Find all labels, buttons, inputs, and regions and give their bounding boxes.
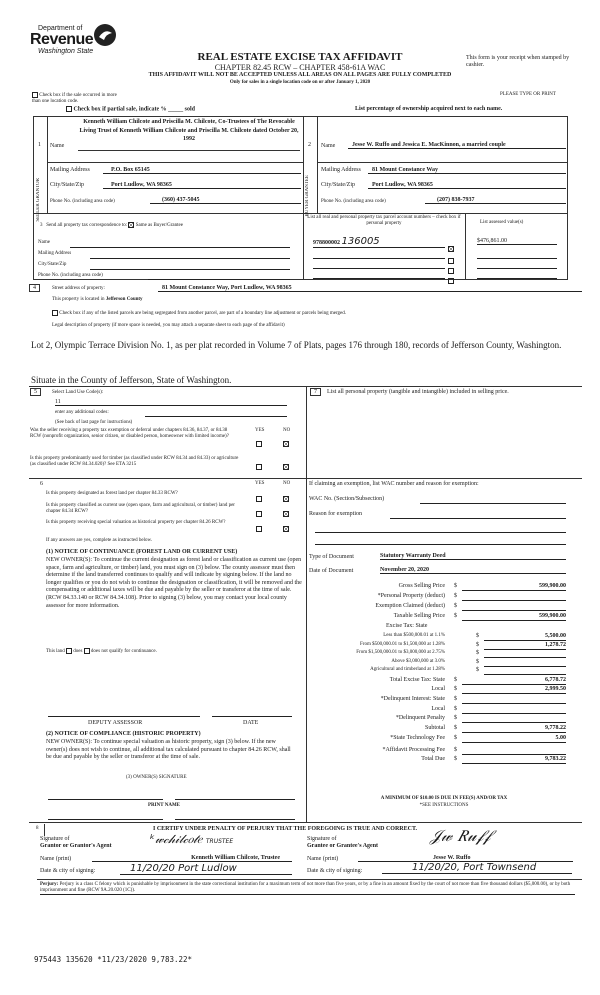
tax-row-label: Gross Selling Price	[398, 583, 445, 589]
correspondence-address-field[interactable]	[90, 258, 290, 259]
receipt-note: This form is your receipt when stamped by cashier.	[466, 55, 570, 69]
forest-yes-checkbox[interactable]	[256, 496, 262, 502]
tax-row-value[interactable]: 9,783.22	[462, 756, 566, 764]
same-as-buyer-checkbox[interactable]	[128, 222, 134, 228]
tax-row-value[interactable]: 599,900.00	[462, 613, 566, 621]
document-type[interactable]: Statutory Warranty Deed	[380, 553, 566, 560]
form-subtitle: CHAPTER 82.45 RCW – CHAPTER 458-61A WAC	[214, 63, 386, 72]
buyer-phone[interactable]: (207) 838-7937	[425, 197, 566, 204]
seller-phone[interactable]: (360) 437-5045	[150, 197, 301, 204]
q1-yes-checkbox[interactable]	[256, 441, 262, 447]
grantor-print-name[interactable]: Kenneth William Chilcote, Trustee	[92, 855, 292, 862]
assessor-date-field[interactable]	[212, 716, 292, 717]
tax-row-value[interactable]: 1,278.72	[484, 642, 566, 650]
ownership-note: List percentage of ownership acquired next to each name.	[355, 106, 503, 112]
tax-row-label: *Delinquent Penalty	[395, 715, 445, 722]
tax-row-value[interactable]	[484, 650, 566, 658]
tax-row-value[interactable]	[484, 659, 566, 667]
tax-row-value[interactable]	[462, 593, 566, 601]
buyer-city[interactable]: Port Ludlow, WA 98365	[368, 182, 566, 189]
current-use-yes-checkbox[interactable]	[256, 511, 262, 517]
current-use-no-checkbox[interactable]	[283, 511, 289, 517]
tax-row-label: Taxable Selling Price	[393, 613, 445, 619]
segregated-checkbox[interactable]: Check box if any of the listed parcels are being segregated from another parcel, are part of a boundary line adjustment or parcels being merged.	[52, 310, 346, 316]
tax-row-label: *Affidavit Processing Fee	[382, 746, 445, 753]
document-date[interactable]: November 20, 2020	[380, 567, 566, 574]
buyer-side-label: BUYER GRANTEE	[305, 175, 310, 217]
grantee-print-name[interactable]: Jesse W. Ruffo	[358, 855, 573, 862]
grantor-signature[interactable]: ᵏ𝓌𝒸𝒽𝒾𝓁𝒸𝑜𝓉𝑒 TRUSTEE	[150, 832, 234, 846]
tax-row-value[interactable]	[484, 667, 566, 675]
correspondence-phone-field[interactable]	[148, 279, 290, 280]
tax-row-label: *State Technology Fee	[390, 734, 445, 741]
legal-description: Lot 2, Olympic Terrace Division No. 1, as per plat recorded in Volume 7 of Plats, pages 176 through 180, records of Jefferson County, Washington.	[31, 340, 562, 350]
tax-row-label: Total Excise Tax: State	[389, 676, 445, 683]
parcel-number[interactable]: 978800002 136005	[313, 236, 445, 248]
tax-row-label: From $1,500,000.01 to $3,000,000 at 2.75%	[356, 650, 445, 655]
tax-row-label: Local	[431, 686, 445, 693]
tax-row-label: Agricultural and timberland at 1.28%	[370, 667, 445, 672]
tax-row-value[interactable]	[462, 747, 566, 755]
q1-no-checkbox[interactable]	[283, 441, 289, 447]
correspondence-name-field[interactable]	[70, 247, 290, 248]
tax-row-value[interactable]: 9,778.22	[462, 725, 566, 733]
seller-side-label: SELLER GRANTOR	[36, 178, 41, 222]
perjury-notice: Perjury: Perjury is a class C felony which is punishable by imprisonment in the state correctional institution for a maximum term of not more than five years, or by a fine in an amount fixed by the court of not more than five thousand dollars ($5,000.00), or by both imprisonment and fine (RCW 9A.20.020 (1C)).	[40, 882, 575, 895]
tax-row-label: Subtotal	[424, 725, 445, 731]
tax-row-value[interactable]	[462, 603, 566, 611]
forest-no-checkbox[interactable]	[283, 496, 289, 502]
form-title: REAL ESTATE EXCISE TAX AFFIDAVIT	[197, 51, 403, 63]
wac-number-field[interactable]	[420, 503, 566, 504]
tax-row-value[interactable]	[462, 715, 566, 723]
deputy-assessor-signature[interactable]	[48, 716, 200, 717]
historic-yes-checkbox[interactable]	[256, 526, 262, 532]
tax-row-label: *Personal Property (deduct)	[377, 593, 445, 599]
not-qualifies-checkbox[interactable]	[84, 648, 90, 654]
partial-sale-checkbox[interactable]: Check box if partial sale, indicate % _____ sold	[66, 106, 195, 112]
tax-row-value[interactable]: 599,900.00	[462, 583, 566, 591]
minimum-note: A MINIMUM OF $10.00 IS DUE IN FEE(S) AND/OR TAX	[380, 796, 508, 801]
form-warning: THIS AFFIDAVIT WILL NOT BE ACCEPTED UNLESS ALL AREAS ON ALL PAGES ARE FULLY COMPLETED	[148, 72, 452, 78]
tax-row-value[interactable]	[462, 706, 566, 714]
correspondence-city-field[interactable]	[90, 269, 290, 270]
qualifies-checkbox[interactable]	[66, 648, 72, 654]
buyer-address[interactable]: 81 Mount Constance Way	[368, 167, 566, 174]
grantor-date-city[interactable]: 11/20/20 Port Ludlow	[120, 863, 292, 875]
tax-row-label: Above $3,000,000 at 3.0%	[391, 658, 445, 664]
multi-location-checkbox[interactable]: Check box if the sale occurred in more than one location code.	[32, 93, 117, 105]
tax-row-label: Total Due	[421, 756, 445, 763]
owner-signature-field[interactable]	[48, 799, 163, 800]
tax-row-value[interactable]: 5.00	[462, 735, 566, 743]
dor-emblem-icon	[92, 22, 118, 48]
tax-row-value[interactable]: 2,999.50	[462, 686, 566, 694]
cashier-stamp: 975443 135620 *11/23/2020 9,783.22*	[34, 955, 193, 964]
dor-logo: Department of Revenue Washington State	[30, 22, 120, 58]
seller-address[interactable]: P.O. Box 65145	[103, 167, 301, 174]
situate-text: Situate in the County of Jefferson, State of Washington.	[31, 375, 232, 385]
tax-row-label: From $500,000.01 to $1,500,000 at 1.28%	[360, 641, 445, 647]
q2-yes-checkbox[interactable]	[256, 464, 262, 470]
grantee-date-city[interactable]: 11/20/20, Port Townsend	[382, 862, 572, 874]
tax-row-label: Exemption Claimed (deduct)	[375, 603, 445, 609]
buyer-name[interactable]: Jesse W. Ruffo and Jessica E. MacKinnon, a married couple	[348, 142, 566, 149]
certify-statement: I CERTIFY UNDER PENALTY OF PERJURY THAT THE FOREGOING IS TRUE AND CORRECT.	[153, 826, 418, 832]
type-print-note: PLEASE TYPE OR PRINT	[500, 92, 556, 97]
form-note: Only for sales in a single location code on or after January 1, 2020	[229, 80, 371, 85]
personal-property-checkbox[interactable]	[448, 278, 454, 284]
owner-signature-field[interactable]	[175, 799, 295, 800]
tax-row-value[interactable]	[462, 696, 566, 704]
tax-row-value[interactable]: 6,778.72	[462, 677, 566, 685]
property-address[interactable]: 81 Mount Constance Way, Port Ludlow, WA 98365	[158, 285, 582, 292]
property-county: Jefferson County	[105, 297, 143, 302]
grantee-signature[interactable]: 𝒥𝓌 𝑅𝓊𝒻𝒻	[430, 826, 491, 845]
land-use-code[interactable]: 11	[55, 399, 287, 406]
personal-property-label: List all personal property (tangible and intangible) included in selling price.	[327, 389, 509, 395]
tax-row-label: *Delinquent Interest: State	[380, 695, 445, 702]
tax-row-label: Less than $500,000.01 at 1.1%	[383, 633, 445, 638]
seller-name[interactable]: Kenneth William Chilcote and Priscilla M. Chilcote, Co-Trustees of The Revocable Living Trust of Kenneth William Chilcote and Priscilla M. Chilcote dated October 20, 1992	[79, 119, 299, 142]
additional-codes-field[interactable]	[145, 416, 287, 417]
tax-row-label: Local	[431, 705, 445, 712]
seller-city[interactable]: Port Ludlow, WA 98365	[103, 182, 301, 189]
q2-no-checkbox[interactable]	[283, 464, 289, 470]
historic-no-checkbox[interactable]	[283, 526, 289, 532]
exemption-reason-field[interactable]	[390, 518, 566, 519]
assessed-value[interactable]: $476,861.00	[477, 238, 557, 245]
tax-row-value[interactable]: 5,500.00	[484, 633, 566, 641]
